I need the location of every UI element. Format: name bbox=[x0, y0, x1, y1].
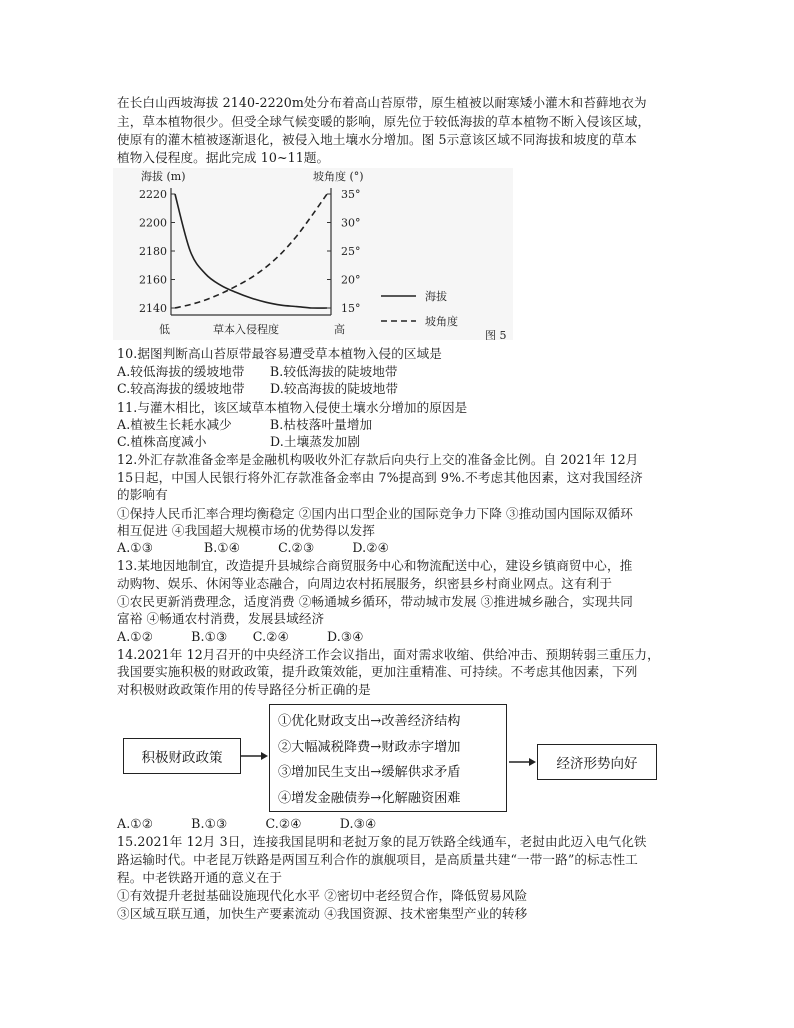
q12-line-4: ①保持人民币汇率合理均衡稳定 ②国内出口型企业的国际竞争力下降 ③推动国内国际双循环 bbox=[117, 506, 633, 521]
q12-line-5: 相互促进 ④我国超大规模市场的优势得以发挥 bbox=[117, 523, 375, 538]
right-tick-label: 25° bbox=[341, 245, 361, 258]
legend-slope-label: 坡角度 bbox=[425, 315, 458, 328]
x-axis-title: 草本入侵程度 bbox=[213, 323, 279, 336]
q13-line-4: 富裕 ④畅通农村消费，发展县域经济 bbox=[117, 611, 325, 626]
flow-arrow-2 bbox=[507, 755, 537, 769]
x-axis-high-label: 高 bbox=[334, 323, 345, 336]
flow-options-box bbox=[269, 704, 507, 812]
q12-line-1: 12.外汇存款准备金率是金融机构吸收外汇存款后向央行上交的准备金比例。自 2021年 12月 bbox=[117, 452, 639, 467]
right-tick-label: 35° bbox=[341, 188, 361, 201]
q12-options: A.①③ B.①④ C.②③ D.②④ bbox=[117, 540, 390, 555]
q10-stem: 10.据图判断高山苔原带最容易遭受草本植物入侵的区域是 bbox=[117, 346, 442, 361]
q12-line-2: 15日起，中国人民银行将外汇存款准备金率由 7%提高到 9%.不考虑其他因素，这对我国经济 bbox=[117, 470, 643, 485]
left-tick-label: 2140 bbox=[139, 302, 167, 315]
flow-end-box: 经济形势向好 bbox=[537, 744, 657, 780]
right-tick-label: 15° bbox=[341, 302, 361, 315]
q14-line-2: 我国要实施积极的财政政策，提升政策效能，更加注重精准、可持续。不考虑其他因素，下列 bbox=[117, 664, 638, 679]
flow-arrow-1 bbox=[239, 749, 269, 763]
q15-line-4: ①有效提升老挝基础设施现代化水平 ②密切中老经贸合作，降低贸易风险 bbox=[117, 888, 528, 903]
q10-options-cd: C.较高海拔的缓坡地带 D.较高海拔的陡坡地带 bbox=[117, 381, 399, 396]
q10-options-ab: A.较低海拔的缓坡地带 B.较低海拔的陡坡地带 bbox=[117, 364, 398, 379]
q13-line-2: 动购物、娱乐、休闲等业态融合，向周边农村拓展服务，织密县乡村商业网点。这有利于 bbox=[117, 576, 613, 591]
flow-item-2: ②大幅减税降费→财政赤字增加 bbox=[278, 739, 461, 755]
q11-options-ab: A.植被生长耗水减少 B.枯枝落叶量增加 bbox=[117, 417, 373, 432]
q14-flow-diagram bbox=[117, 704, 677, 814]
q15-line-1: 15.2021年 12月 3日，连接我国昆明和老挝万象的昆万铁路全线通车，老挝由此迈入电气化铁 bbox=[117, 834, 647, 849]
flow-item-3: ③增加民生支出→缓解供求矛盾 bbox=[278, 765, 461, 780]
q11-options-cd: C.植株高度减小 D.土壤蒸发加剧 bbox=[117, 434, 361, 449]
flow-start-box: 积极财政政策 bbox=[123, 738, 241, 774]
intro-line-3: 使原有的灌木植被逐渐退化，被侵入地土壤水分增加。图 5示意该区域不同海拔和坡度的草本 bbox=[117, 132, 637, 147]
q13-line-1: 13.某地因地制宜，改造提升县城综合商贸服务中心和物流配送中心，建设乡镇商贸中心，推 bbox=[117, 558, 633, 573]
intro-line-1: 在长白山西坡海拔 2140-2220m处分布着高山苔原带，原生植被以耐寒矮小灌木和苔藓地衣为 bbox=[117, 95, 647, 110]
q14-line-1: 14.2021年 12月召开的中央经济工作会议指出，面对需求收缩、供给冲击、预期转弱三重压力， bbox=[117, 647, 660, 662]
q12-line-3: 的影响有 bbox=[117, 487, 168, 502]
x-axis-low-label: 低 bbox=[159, 323, 170, 336]
left-tick-label: 2200 bbox=[139, 216, 167, 230]
q15-line-2: 路运输时代。中老昆万铁路是两国互利合作的旗舰项目，是高质量共建“一带一路”的标志性工 bbox=[117, 852, 638, 867]
q14-line-3: 对积极财政政策作用的传导路径分析正确的是 bbox=[117, 682, 371, 697]
figure-caption: 图 5 bbox=[485, 329, 507, 340]
q15-line-3: 程。中老铁路开通的意义在于 bbox=[117, 870, 283, 885]
left-tick-label: 2160 bbox=[139, 273, 167, 287]
legend-altitude-label: 海拔 bbox=[425, 290, 447, 303]
left-tick-label: 2220 bbox=[139, 188, 167, 201]
q15-line-5: ③区域互联互通，加快生产要素流动 ④我国资源、技术密集型产业的转移 bbox=[117, 906, 528, 921]
right-tick-label: 20° bbox=[341, 273, 361, 287]
left-tick-label: 2180 bbox=[139, 245, 167, 258]
intro-line-2: 主，草本植物很少。但受全球气候变暖的影响，原先位于较低海拔的草本植物不断入侵该区域， bbox=[117, 114, 651, 129]
intro-line-4: 植物入侵程度。据此完成 10~11题。 bbox=[117, 150, 330, 165]
figure-5-chart bbox=[113, 168, 513, 340]
left-axis-title: 海拔 (m) bbox=[141, 170, 186, 183]
q14-options: A.①② B.①③ C.②④ D.③④ bbox=[117, 816, 377, 831]
q13-line-3: ①农民更新消费理念，适度消费 ②畅通城乡循环，带动城市发展 ③推进城乡融合，实现共同 bbox=[117, 594, 633, 609]
flow-item-4: ④增发金融债券→化解融资困难 bbox=[278, 790, 461, 806]
q11-stem: 11.与灌木相比，该区域草本植物入侵使土壤水分增加的原因是 bbox=[117, 400, 468, 415]
q13-options: A.①② B.①③ C.②④ D.③④ bbox=[117, 629, 364, 644]
flow-item-1: ①优化财政支出→改善经济结构 bbox=[278, 714, 461, 729]
right-tick-label: 30° bbox=[341, 216, 361, 230]
right-axis-title: 坡角度 (°) bbox=[313, 170, 364, 183]
figure-5 bbox=[113, 168, 513, 340]
